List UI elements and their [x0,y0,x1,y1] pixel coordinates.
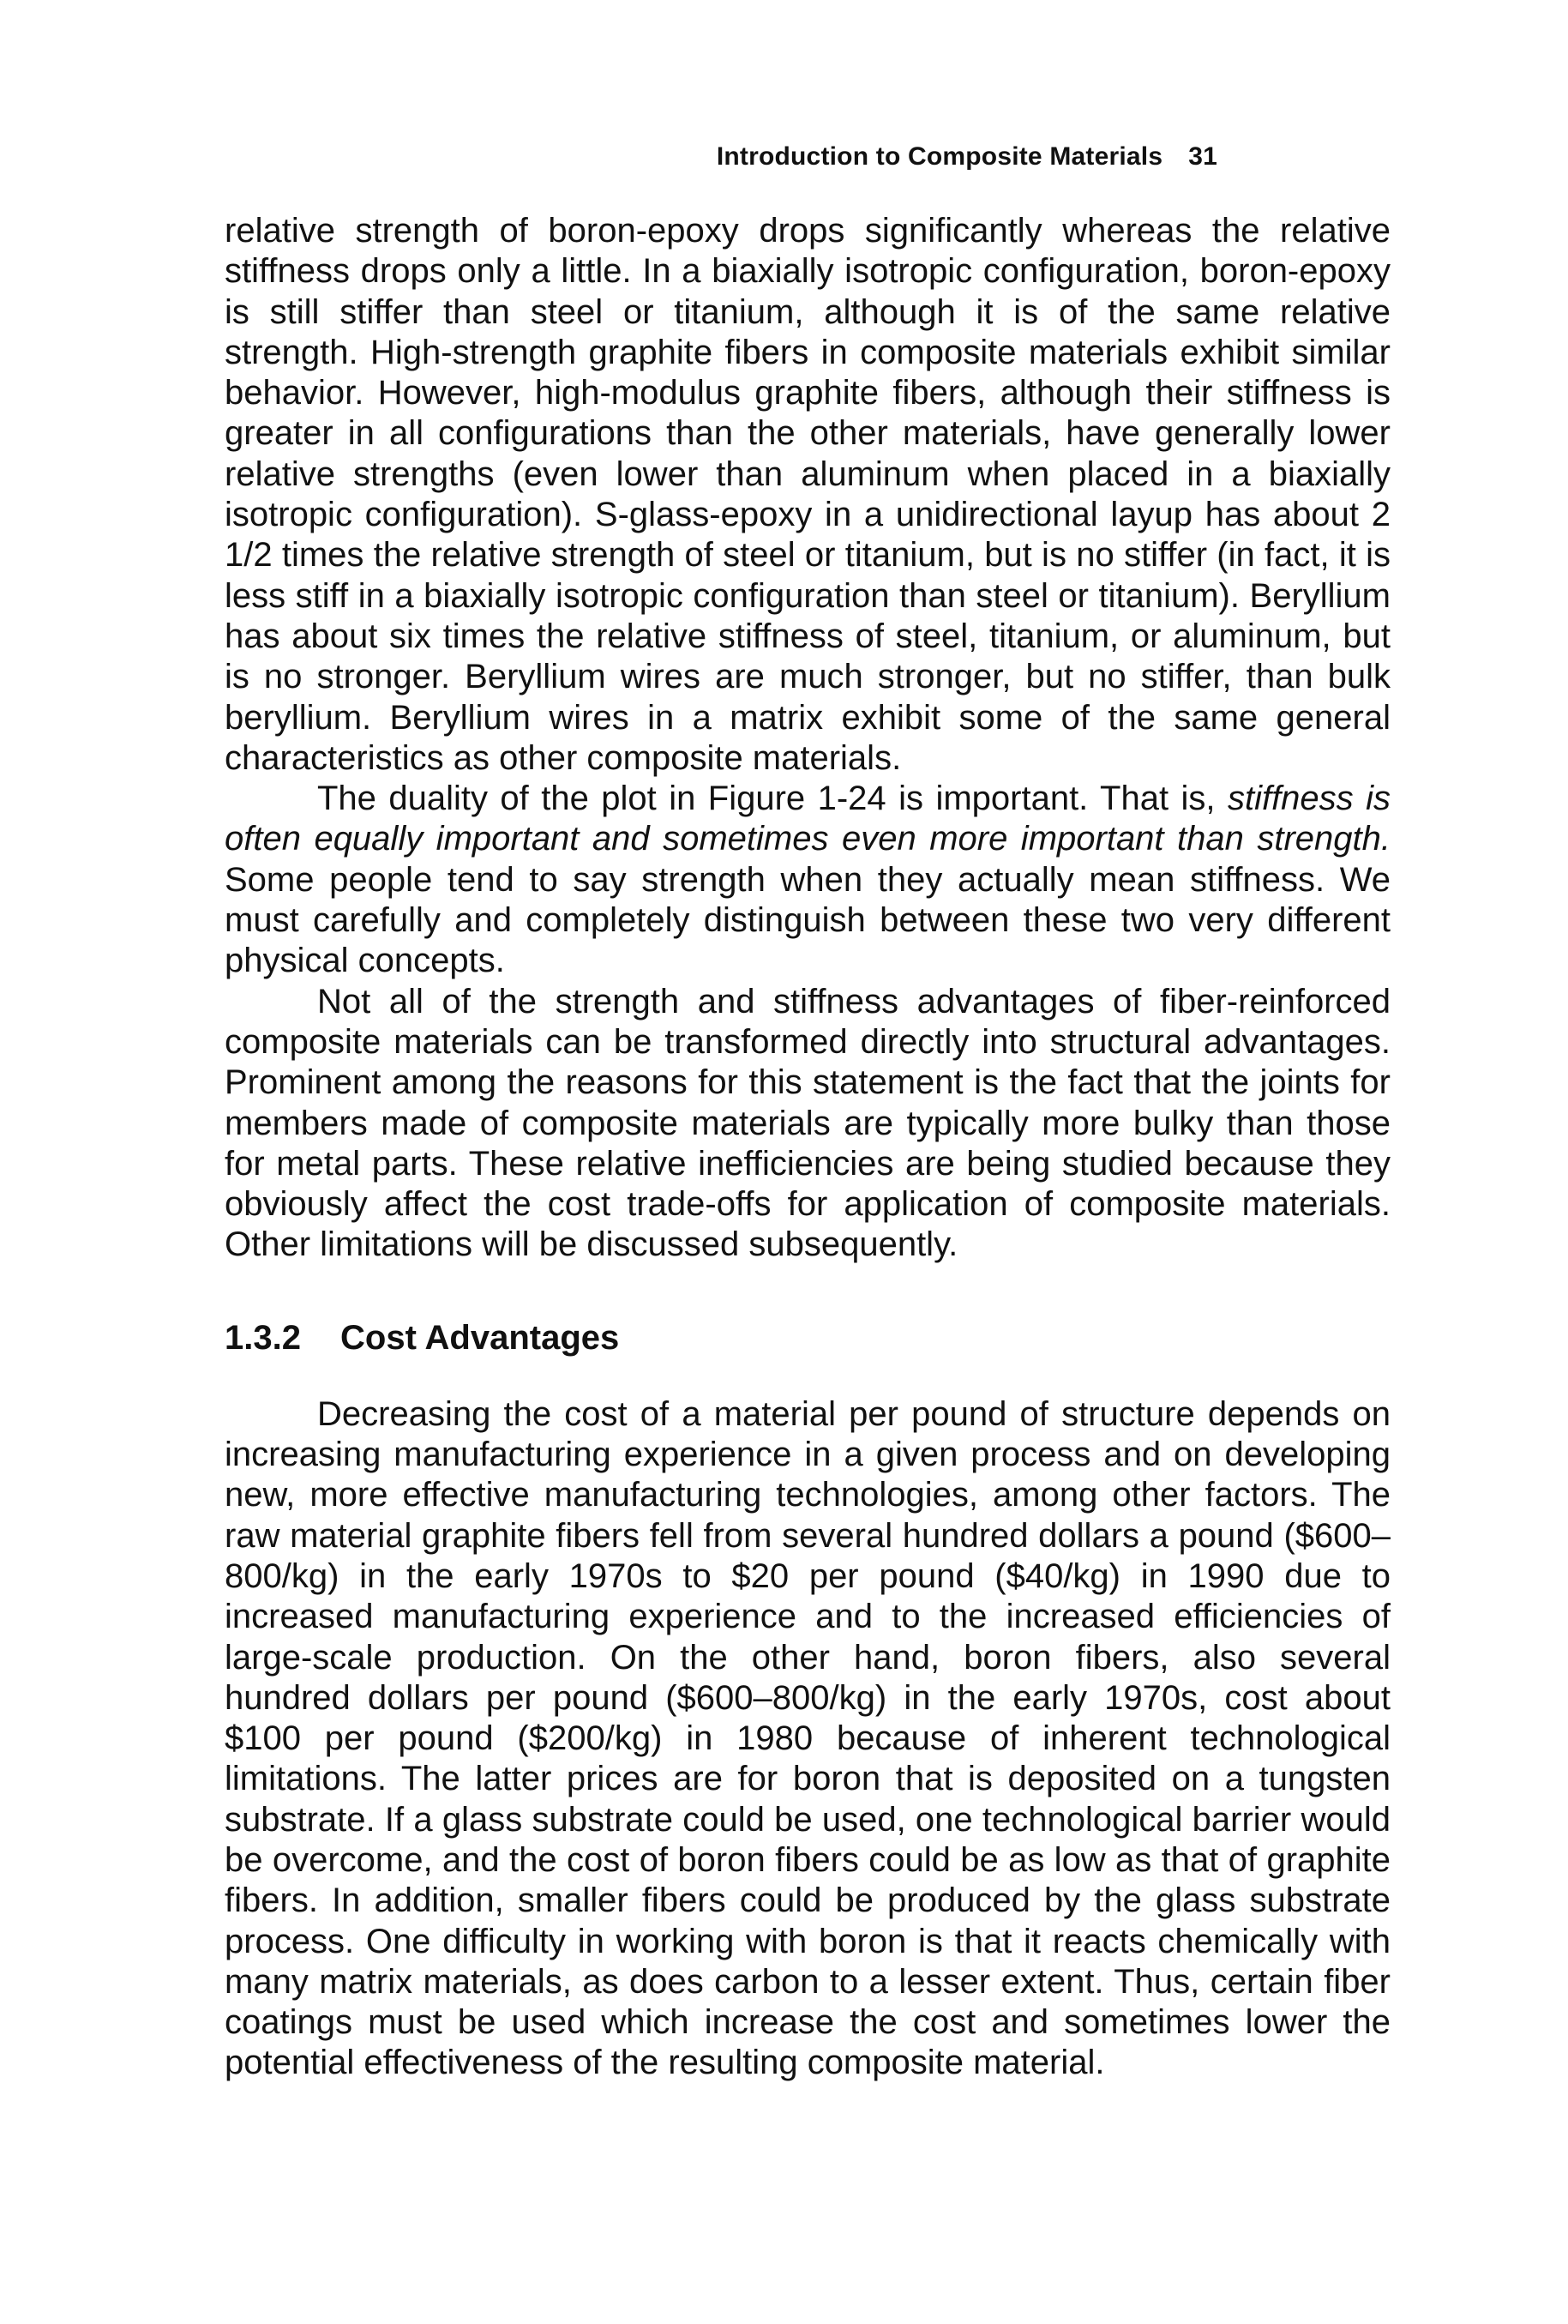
paragraph-relative-strength: relative strength of boron-epoxy drops significantly whereas the relative stiffness drops only a little. In a biaxially isotropic configuration, boron-epoxy is still stiffer than steel or titanium, although it is of the same relative strength. High-strength graphite fibers in composite materials exhibit similar behavior. However, high-modulus graphite fibers, although their stiffness is greater in all configurations than the other materials, have generally lower relative strengths (even lower than aluminum when placed in a biaxially isotropic configuration). S-glass-epoxy in a unidirectional layup has about 2 1/2 times the relative strength of steel or titanium, but is no stiffer (in fact, it is less stiff in a biaxially isotropic configuration than steel or titanium). Beryllium has about six times the relative stiffness of steel, titanium, or aluminum, but is no stronger. Beryllium wires are much stronger, but no stiffer, than bulk beryllium. Beryllium wires in a matrix exhibit some of the same general characteristics as other composite materials. [225,212,1391,777]
duality-text-end: Some people tend to say strength when they actually mean stiffness. We must carefully and completely distinguish between these two very different physical concepts. [225,860,1391,980]
duality-text-start: The duality of the plot in Figure 1-24 is important. That is, [317,780,1228,818]
section-number: 1.3.2 [225,1318,301,1357]
page-number: 31 [1188,142,1217,171]
section-title: Cost Advantages [340,1318,620,1357]
section-heading [225,1317,1391,1358]
header-title: Introduction to Composite Materials [716,142,1163,171]
paragraph-cost: Decreasing the cost of a material per pound of structure depends on increasing manufacturing experience in a given process and on developing new, more effective manufacturing technologies, among other factors. The raw material graphite fibers fell from several hundred dollars a pound ($600–800/kg) in the early 1970s to $20 per pound ($40/kg) in 1990 due to increased manufacturing experience and to the increased efficiencies of large-scale production. On the other hand, boron fibers, also several hundred dollars per pound ($600–800/kg) in the early 1970s, cost about $100 per pound ($200/kg) in 1980 because of inherent technological limitations. The latter prices are for boron that is deposited on a tungsten substrate. If a glass substrate could be used, one technological barrier would be overcome, and the cost of boron fibers could be as low as that of graphite fibers. In addition, smaller fibers could be produced by the glass substrate process. One difficulty in working with boron is that it reacts chemically with many matrix materials, as does carbon to a lesser extent. Thus, certain fiber coatings must be used which increase the cost and sometimes lower the potential effectiveness of the resulting composite material. [225,1394,1391,2082]
paragraph-duality [225,779,1391,981]
running-header [717,142,1217,172]
paragraph-limitations: Not all of the strength and stiffness advantages of fiber-reinforced composite materials can be transformed directly into structural advantages. Prominent among the reasons for this statement is the fact that the joints for members made of composite materials are typically more bulky than those for metal parts. These relative inefficiencies are being studied because they obviously affect the cost trade-offs for application of composite materials. Other limitations will be discussed subsequently. [225,982,1391,1264]
duality-emphasis: stiffness is often equally important and sometimes even more important than strength. [225,780,1391,858]
page-body [225,211,1391,2084]
